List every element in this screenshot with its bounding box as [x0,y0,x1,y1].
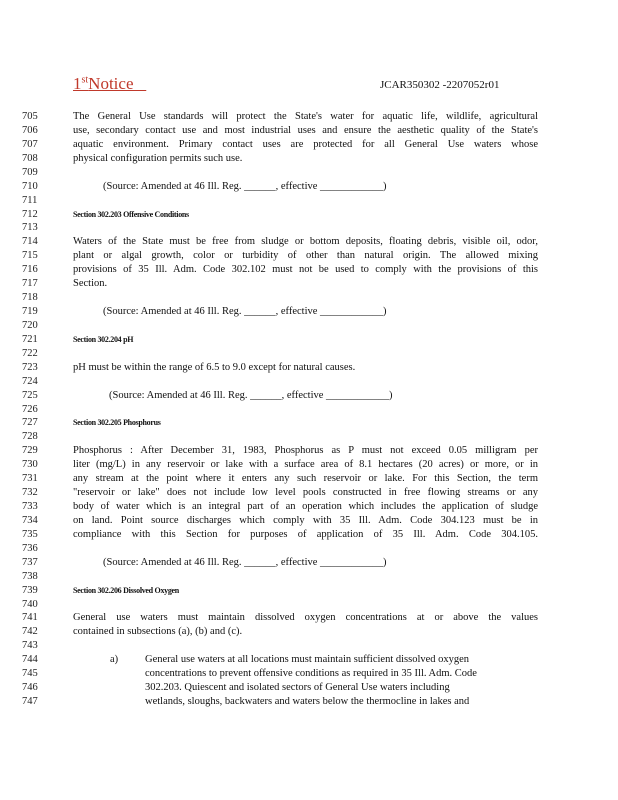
document-line [0,180,618,194]
document-line [0,166,618,180]
section-heading: Section 302.204 pH [73,334,134,344]
line-number: 724 [22,375,38,387]
line-number: 709 [22,166,38,178]
document-line [0,472,618,486]
line-number: 723 [22,361,38,373]
document-line [0,681,618,695]
line-number: 719 [22,306,38,318]
line-text: compliance with this Section for purposes of application of 35 Ill. Adm. Code 304.105. [73,528,538,540]
line-number: 720 [22,319,38,331]
document-line [0,110,618,124]
line-text: General use waters must maintain dissolved oxygen concentrations at or above the values [73,612,538,624]
line-number: 739 [22,584,38,596]
document-line [0,249,618,263]
line-number: 734 [22,514,38,526]
line-number: 710 [22,180,38,192]
line-number: 712 [22,208,38,220]
document-line [0,375,618,389]
line-number: 738 [22,570,38,582]
document-line [0,444,618,458]
document-line [0,416,618,430]
line-number: 707 [22,138,38,150]
line-text: Section. [73,278,108,290]
line-number: 728 [22,431,38,443]
document-line [0,570,618,584]
section-heading: Section 302.205 Phosphorus [73,418,161,428]
line-text: concentrations to prevent offensive conditions as required in 35 Ill. Adm. Code [145,668,477,680]
line-number: 705 [22,111,38,122]
line-number: 725 [22,389,38,401]
line-text: (Source: Amended at 46 Ill. Reg. ______, effective ____________) [103,306,387,318]
document-line [0,305,618,319]
document-line [0,528,618,542]
document-line [0,347,618,361]
notice-number: 1 [73,74,82,93]
document-line [0,458,618,472]
line-number: 730 [22,459,38,471]
line-text: Waters of the State must be free from sludge or bottom deposits, floating debris, visible oil, odor, [73,236,538,248]
document-line [0,152,618,166]
line-text: Phosphorus : After December 31, 1983, Phosphorus as P must not exceed 0.05 milligram per [73,445,538,457]
line-number: 745 [22,668,38,680]
line-number: 714 [22,236,38,248]
document-line [0,542,618,556]
line-text: provisions of 35 Ill. Adm. Code 302.102 must not be used to comply with the provisions of this [73,264,538,276]
line-text: pH must be within the range of 6.5 to 9.0 except for natural causes. [73,361,356,373]
line-text: "reservoir or lake" does not include low level pools constructed in free flowing streams or any [73,487,538,499]
document-line [0,221,618,235]
document-line [0,639,618,653]
document-line [0,500,618,514]
line-number: 735 [22,528,38,540]
line-text: use, secondary contact use and most industrial uses and ensure the aesthetic quality of the State's [73,124,538,136]
line-text: The General Use standards will protect the State's water for aquatic life, wildlife, agricultural [73,111,538,122]
document-line [0,430,618,444]
line-number: 737 [22,556,38,568]
line-text: (Source: Amended at 46 Ill. Reg. ______, effective ____________) [109,389,393,401]
subsection-marker: a) [110,654,119,666]
line-text: General use waters at all locations must maintain sufficient dissolved oxygen [145,654,470,666]
document-line [0,124,618,138]
document-line [0,556,618,570]
line-text: on land. Point source discharges which comply with 35 Ill. Adm. Code 304.123 must be in [73,514,538,526]
document-id: JCAR350302 -2207052r01 [380,79,500,91]
document-line [0,263,618,277]
document-line [0,403,618,417]
line-text: contained in subsections (a), (b) and (c). [73,626,243,638]
line-number: 743 [22,640,38,652]
line-number: 744 [22,654,38,666]
document-line [0,486,618,500]
line-text: physical configuration permits such use. [73,152,243,164]
line-number: 727 [22,417,38,429]
line-number: 708 [22,152,38,164]
document-line [0,319,618,333]
section-heading: Section 302.206 Dissolved Oxygen [73,585,179,595]
line-number: 718 [22,292,38,304]
document-line [0,695,618,709]
document-line [0,291,618,305]
line-number: 740 [22,598,38,610]
document-line [0,625,618,639]
notice-word: Notice [88,74,134,93]
line-number: 733 [22,501,38,513]
line-number: 732 [22,487,38,499]
line-number: 747 [22,696,38,708]
line-text: plant or algal growth, color or turbidity of other than natural origin. The allowed mixing [73,250,538,262]
line-number: 726 [22,403,38,415]
line-text: wetlands, sloughs, backwaters and waters below the thermocline in lakes and [145,696,470,708]
document-line [0,514,618,528]
line-text: (Source: Amended at 46 Ill. Reg. ______, effective ____________) [103,556,387,568]
document-line [0,667,618,681]
line-number: 706 [22,124,38,136]
document-line [0,653,618,667]
line-number: 722 [22,347,38,359]
document-line [0,138,618,152]
line-number: 729 [22,445,38,457]
line-number: 742 [22,626,38,638]
line-text: liter (mg/L) in any reservoir or lake with a surface area of 8.1 hectares (20 acres) or more, or in [73,459,538,471]
line-number: 717 [22,278,38,290]
line-text: (Source: Amended at 46 Ill. Reg. ______, effective ____________) [103,180,387,192]
notice-heading [73,74,146,94]
line-text: 302.203. Quiescent and isolated sectors of General Use waters including [145,682,450,694]
line-number: 713 [22,222,38,234]
line-number: 746 [22,682,38,694]
line-number: 716 [22,264,38,276]
line-text: body of water which is an integral part of an operation which includes the application of sludge [73,501,538,513]
line-number: 736 [22,542,38,554]
document-line [0,611,618,625]
line-number: 741 [22,612,38,624]
document-line [0,333,618,347]
section-heading: Section 302.203 Offensive Conditions [73,209,189,219]
line-text: any stream at the point where it enters any such reservoir or lake. For this Section, the term [73,473,538,485]
document-line [0,277,618,291]
document-line [0,361,618,375]
notice-ordinal: st [81,74,89,86]
document-line [0,389,618,403]
document-line [0,598,618,612]
document-line [0,194,618,208]
document-line [0,235,618,249]
line-text: aquatic environment. Primary contact uses are protected for all General Use waters whose [73,138,538,150]
line-number: 715 [22,250,38,262]
document-line [0,208,618,222]
line-number: 711 [22,194,38,206]
line-number: 721 [22,333,38,345]
line-number: 731 [22,473,38,485]
document-line [0,584,618,598]
